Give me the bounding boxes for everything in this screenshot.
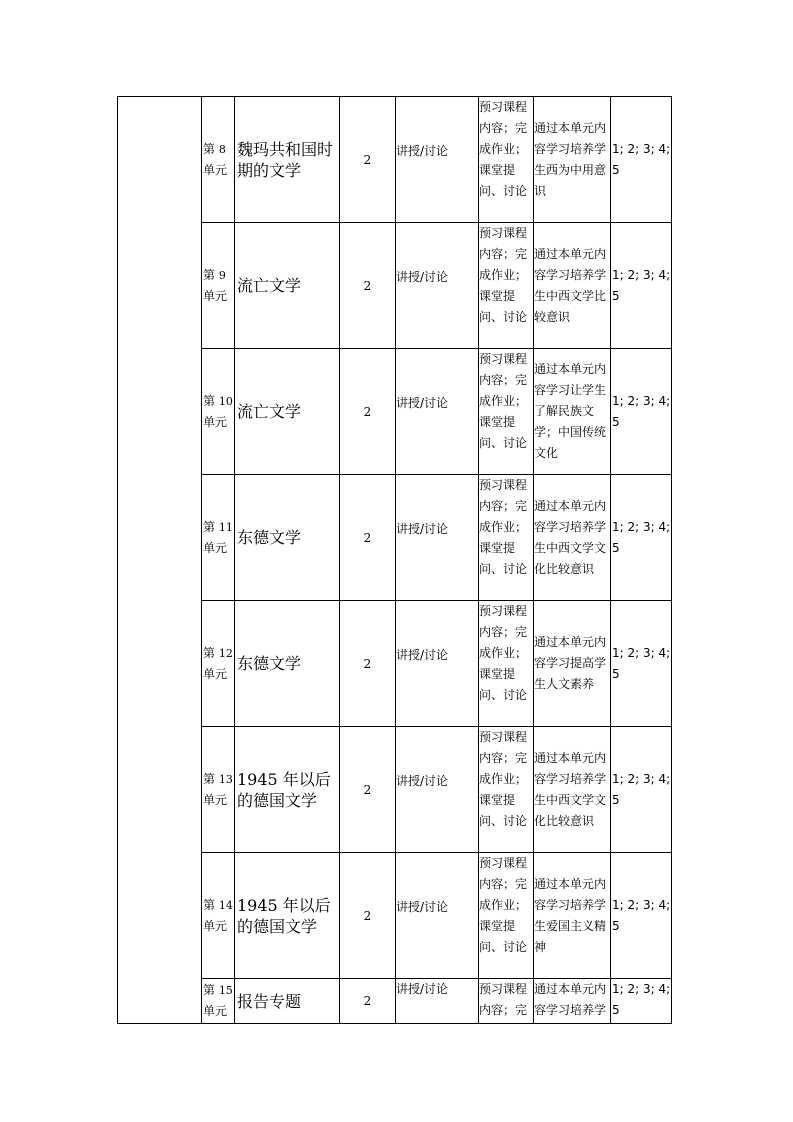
goal-line: 生西为中用意 — [534, 162, 607, 177]
unit-topic: 魏玛共和国时期的文学 — [235, 97, 340, 223]
unit-number-line — [203, 769, 234, 790]
task-line: 内容；完 — [479, 625, 528, 639]
goal-line: 通过本单元内 — [534, 362, 607, 376]
unit-topic: 1945 年以后的德国文学 — [235, 727, 340, 853]
unit-method: 讲授/讨论 — [396, 601, 479, 727]
unit-suffix: 单元 — [203, 918, 228, 933]
outcome-line: 1; 2; 3; 4; — [612, 897, 671, 912]
task-line: 预习课程 — [479, 856, 528, 870]
unit-hours: 2 — [340, 349, 396, 475]
unit-outcomes — [611, 475, 672, 601]
goal-line: 容学习提高学 — [534, 656, 607, 670]
task-line: 内容；完 — [479, 373, 528, 387]
unit-prefix: 第 — [203, 983, 216, 997]
unit-number: 8 — [218, 142, 226, 156]
unit-label — [202, 97, 235, 223]
unit-label — [202, 475, 235, 601]
goal-line: 容学习培养学 — [534, 897, 607, 912]
goal-line: 容学习培养学 — [534, 519, 607, 534]
unit-tasks — [479, 979, 534, 1024]
syllabus-rows — [118, 97, 672, 1024]
task-line: 课堂提 — [479, 163, 516, 177]
unit-number: 13 — [218, 772, 233, 786]
unit-number-line — [203, 391, 234, 412]
task-line: 课堂提 — [479, 289, 516, 303]
goal-line: 容学习让学生 — [534, 383, 607, 397]
outcome-line: 5 — [612, 162, 620, 177]
unit-goal — [534, 601, 611, 727]
unit-number-line — [203, 517, 234, 538]
goal-line: 较意识 — [534, 309, 571, 324]
task-line: 课堂提 — [479, 415, 516, 429]
unit-topic: 东德文学 — [235, 601, 340, 727]
unit-prefix: 第 — [203, 645, 216, 660]
unit-number-line — [203, 980, 234, 1001]
outcome-line: 1; 2; 3; 4; — [612, 141, 671, 156]
unit-row — [118, 601, 672, 727]
goal-line: 了解民族文 — [534, 404, 595, 418]
task-line: 成作业； — [479, 268, 528, 282]
outcome-line: 5 — [612, 666, 620, 681]
unit-outcomes — [611, 727, 672, 853]
outcome-line: 1; 2; 3; 4; — [612, 393, 671, 408]
unit-method: 讲授/讨论 — [396, 349, 479, 475]
goal-line: 生中西文学比 — [534, 288, 607, 303]
unit-number: 10 — [218, 394, 233, 408]
unit-number-line — [203, 139, 234, 160]
goal-line: 通过本单元内 — [534, 750, 607, 765]
task-line: 课堂提 — [479, 919, 516, 933]
goal-line: 通过本单元内 — [534, 876, 607, 891]
unit-number: 15 — [218, 984, 233, 997]
task-line: 预习课程 — [479, 352, 528, 366]
unit-topic: 1945 年以后的德国文学 — [235, 853, 340, 979]
goal-line: 容学习培养学 — [534, 141, 607, 156]
unit-tasks — [479, 727, 534, 853]
task-line: 成作业； — [479, 142, 528, 156]
unit-prefix: 第 — [203, 771, 216, 786]
unit-prefix: 第 — [203, 393, 216, 408]
task-line: 成作业； — [479, 898, 528, 912]
goal-line: 通过本单元内 — [534, 498, 607, 513]
unit-prefix: 第 — [203, 267, 216, 282]
outcome-line: 1; 2; 3; 4; — [612, 645, 671, 660]
task-line: 问、讨论 — [479, 436, 528, 450]
outcome-line: 1; 2; 3; 4; — [612, 519, 671, 534]
unit-hours: 2 — [340, 223, 396, 349]
unit-method: 讲授/讨论 — [396, 97, 479, 223]
task-line: 问、讨论 — [479, 940, 528, 954]
outcome-line: 5 — [612, 540, 620, 555]
category-cell — [118, 97, 202, 1024]
unit-outcomes — [611, 601, 672, 727]
unit-topic: 报告专题 — [235, 979, 340, 1024]
unit-topic: 流亡文学 — [235, 223, 340, 349]
unit-hours: 2 — [340, 475, 396, 601]
unit-topic: 流亡文学 — [235, 349, 340, 475]
unit-tasks — [479, 853, 534, 979]
task-line: 内容；完 — [479, 499, 528, 513]
goal-line: 生中西文学文 — [534, 540, 607, 555]
unit-method: 讲授/讨论 — [396, 727, 479, 853]
task-line: 预习课程 — [479, 478, 528, 492]
unit-row — [118, 97, 672, 223]
unit-number-line — [203, 265, 234, 286]
unit-prefix: 第 — [203, 897, 216, 912]
unit-number: 14 — [218, 898, 233, 912]
unit-method: 讲授/讨论 — [396, 853, 479, 979]
task-line: 问、讨论 — [479, 310, 528, 324]
unit-goal — [534, 349, 611, 475]
unit-suffix: 单元 — [203, 1004, 228, 1018]
unit-row — [118, 475, 672, 601]
unit-outcomes — [611, 223, 672, 349]
task-line: 问、讨论 — [479, 688, 528, 702]
unit-hours: 2 — [340, 979, 396, 1024]
unit-suffix: 单元 — [203, 288, 228, 303]
goal-line: 生中西文学文 — [534, 792, 607, 807]
unit-row — [118, 853, 672, 979]
unit-hours: 2 — [340, 601, 396, 727]
unit-goal — [534, 979, 611, 1024]
task-line: 内容；完 — [479, 751, 528, 765]
goal-line: 神 — [534, 939, 547, 954]
unit-label — [202, 853, 235, 979]
unit-goal — [534, 853, 611, 979]
task-line: 问、讨论 — [479, 184, 528, 198]
task-line: 内容；完 — [479, 247, 528, 261]
unit-hours: 2 — [340, 727, 396, 853]
goal-line: 化比较意识 — [534, 813, 595, 828]
unit-goal — [534, 97, 611, 223]
unit-row — [118, 349, 672, 475]
task-line: 课堂提 — [479, 667, 516, 681]
syllabus-table — [117, 96, 672, 1024]
task-line: 成作业； — [479, 646, 528, 660]
outcome-line: 5 — [612, 1003, 620, 1017]
goal-line: 容学习培养学 — [534, 1003, 607, 1017]
unit-topic: 东德文学 — [235, 475, 340, 601]
unit-label — [202, 601, 235, 727]
goal-line: 生人文素养 — [534, 677, 595, 691]
unit-outcomes — [611, 349, 672, 475]
unit-hours: 2 — [340, 97, 396, 223]
outcome-line: 1; 2; 3; 4; — [612, 267, 671, 282]
goal-line: 容学习培养学 — [534, 267, 607, 282]
unit-method: 讲授/讨论 — [396, 223, 479, 349]
task-line: 成作业； — [479, 520, 528, 534]
task-line: 预习课程 — [479, 226, 528, 240]
unit-tasks — [479, 97, 534, 223]
unit-row — [118, 727, 672, 853]
unit-number-line — [203, 895, 234, 916]
unit-number: 12 — [218, 646, 233, 660]
unit-prefix: 第 — [203, 519, 216, 534]
unit-hours: 2 — [340, 853, 396, 979]
unit-method: 讲授/讨论 — [396, 979, 479, 1024]
task-line: 成作业； — [479, 394, 528, 408]
task-line: 内容；完 — [479, 121, 528, 135]
unit-suffix: 单元 — [203, 414, 228, 429]
outcome-line: 5 — [612, 792, 620, 807]
unit-suffix: 单元 — [203, 540, 228, 555]
goal-line: 通过本单元内 — [534, 246, 607, 261]
task-line: 问、讨论 — [479, 562, 528, 576]
goal-line: 识 — [534, 183, 547, 198]
task-line: 内容；完 — [479, 877, 528, 891]
goal-line: 化比较意识 — [534, 561, 595, 576]
unit-suffix: 单元 — [203, 162, 228, 177]
task-line: 课堂提 — [479, 541, 516, 555]
goal-line: 通过本单元内 — [534, 982, 607, 996]
unit-tasks — [479, 349, 534, 475]
goal-line: 通过本单元内 — [534, 120, 607, 135]
outcome-line: 5 — [612, 288, 620, 303]
goal-line: 文化 — [534, 446, 559, 460]
goal-line: 通过本单元内 — [534, 635, 607, 649]
outcome-line: 5 — [612, 918, 620, 933]
unit-tasks — [479, 223, 534, 349]
unit-goal — [534, 475, 611, 601]
unit-tasks — [479, 601, 534, 727]
unit-row — [118, 223, 672, 349]
task-line: 预习课程 — [479, 100, 528, 114]
outcome-line: 1; 2; 3; 4; — [612, 771, 671, 786]
unit-label — [202, 727, 235, 853]
unit-number-line — [203, 643, 234, 664]
unit-prefix: 第 — [203, 141, 216, 156]
unit-label — [202, 223, 235, 349]
task-line: 内容；完 — [479, 1003, 528, 1017]
goal-line: 容学习培养学 — [534, 771, 607, 786]
task-line: 问、讨论 — [479, 814, 528, 828]
unit-number: 9 — [218, 268, 226, 282]
task-line: 预习课程 — [479, 730, 528, 744]
unit-outcomes — [611, 97, 672, 223]
unit-label — [202, 349, 235, 475]
goal-line: 学；中国传统 — [534, 425, 607, 439]
unit-tasks — [479, 475, 534, 601]
unit-label — [202, 979, 235, 1024]
task-line: 预习课程 — [479, 604, 528, 618]
unit-suffix: 单元 — [203, 792, 228, 807]
task-line: 课堂提 — [479, 793, 516, 807]
task-line: 预习课程 — [479, 982, 528, 996]
outcome-line: 5 — [612, 414, 620, 429]
unit-goal — [534, 223, 611, 349]
unit-row — [118, 979, 672, 1024]
unit-suffix: 单元 — [203, 666, 228, 681]
unit-number: 11 — [218, 520, 233, 534]
task-line: 成作业； — [479, 772, 528, 786]
unit-outcomes — [611, 853, 672, 979]
unit-outcomes — [611, 979, 672, 1024]
unit-goal — [534, 727, 611, 853]
unit-method: 讲授/讨论 — [396, 475, 479, 601]
goal-line: 生爱国主义精 — [534, 918, 607, 933]
outcome-line: 1; 2; 3; 4; — [612, 982, 671, 996]
